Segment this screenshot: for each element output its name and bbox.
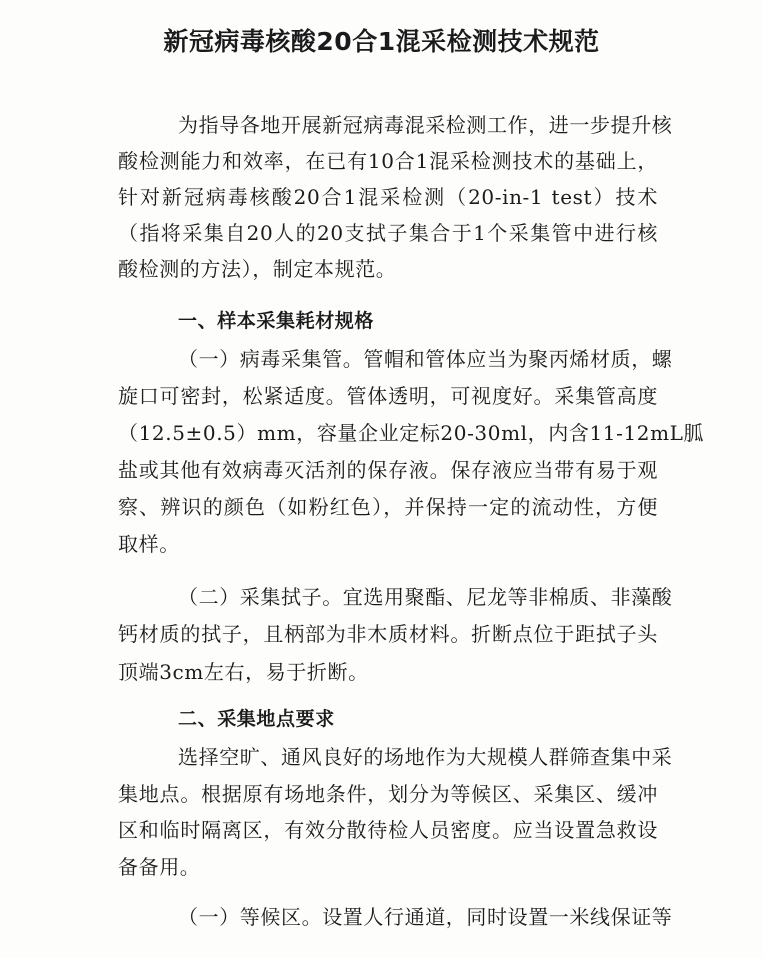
section-heading: 一、样本采集耗材规格 — [178, 310, 375, 332]
text-line: 酸检测能力和效率，在已有10合1混采检测技术的基础上， — [118, 149, 658, 173]
text-line: （二）采集拭子。宜选用聚酯、尼龙等非棉质、非藻酸 — [178, 585, 673, 609]
text-line: 集地点。根据原有场地条件，划分为等候区、采集区、缓冲 — [118, 782, 658, 806]
text-line: 盐或其他有效病毒灭活剂的保存液。保存液应当带有易于观 — [118, 458, 658, 482]
text-line: 区和临时隔离区，有效分散待检人员密度。应当设置急救设 — [118, 818, 658, 842]
document-title: 新冠病毒核酸20合1混采检测技术规范 — [163, 27, 600, 56]
text-line: （一）病毒采集管。管帽和管体应当为聚丙烯材质，螺 — [178, 347, 673, 371]
text-line: 钙材质的拭子，且柄部为非木质材料。折断点位于距拭子头 — [118, 622, 658, 646]
text-line: 针对新冠病毒核酸20合1混采检测（20-in-1 test）技术 — [118, 185, 658, 209]
section-heading: 二、采集地点要求 — [178, 708, 335, 730]
text-line: 选择空旷、通风良好的场地作为大规模人群筛查集中采 — [178, 745, 673, 769]
text-line: 为指导各地开展新冠病毒混采检测工作，进一步提升核 — [178, 113, 673, 137]
text-line: 取样。 — [118, 532, 180, 556]
text-line: （指将采集自20人的20支拭子集合于1个采集管中进行核 — [118, 221, 658, 245]
text-line: 察、辨识的颜色（如粉红色），并保持一定的流动性，方便 — [118, 495, 658, 519]
text-line: 旋口可密封，松紧适度。管体透明，可视度好。采集管高度 — [118, 384, 658, 408]
text-line: （12.5±0.5）mm，容量企业定标20-30ml，内含11-12mL胍 — [118, 421, 705, 445]
text-line: 备备用。 — [118, 855, 201, 879]
text-line: （一）等候区。设置人行通道，同时设置一米线保证等 — [178, 905, 673, 929]
text-line: 酸检测的方法），制定本规范。 — [118, 257, 397, 281]
text-line: 顶端3cm左右，易于折断。 — [118, 660, 369, 684]
